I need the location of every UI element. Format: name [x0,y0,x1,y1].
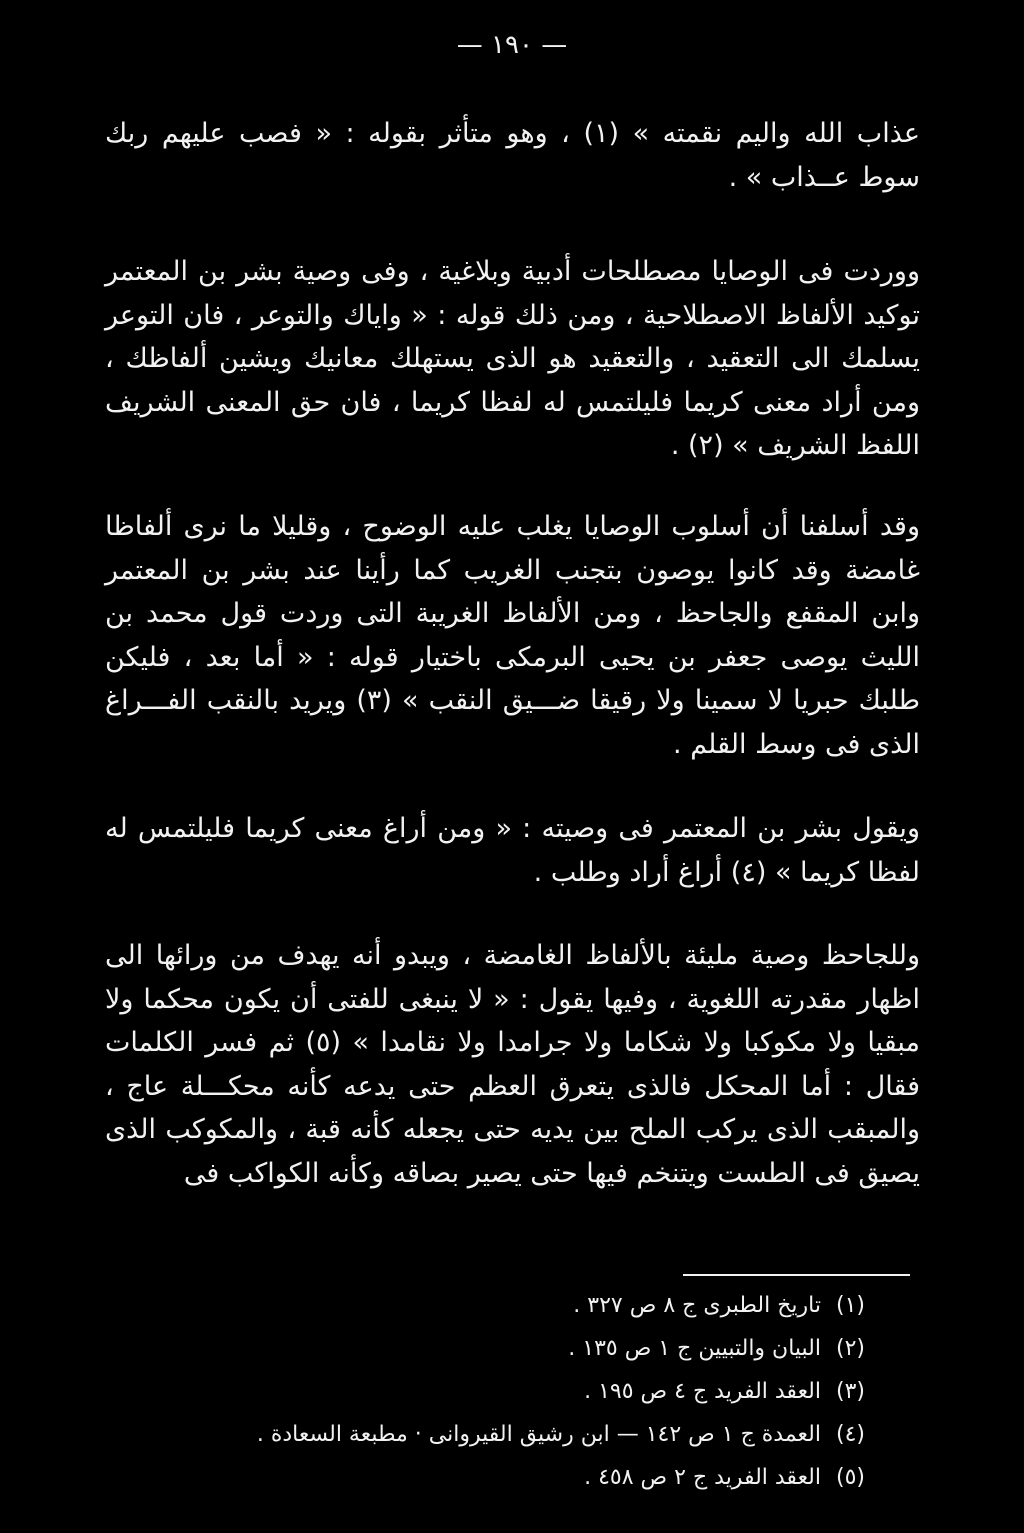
footnote-number: (١) [835,1293,865,1318]
page-number: — ١٩٠ — [456,30,568,60]
footnote-separator [683,1274,910,1276]
paragraph-5 [105,934,920,1195]
footnote-text: البيان والتبيين ج ١ ص ١٣٥ . [568,1336,821,1361]
paragraph-text: ويقول بشر بن المعتمر فى وصيته : « ومن أراغ معنى كريما فليلتمس له لفظا كريما » (٤) أراغ أراد وطلب . [105,813,920,888]
footnote-number: (٤) [835,1422,865,1447]
footnote-text: تاريخ الطبرى ج ٨ ص ٣٢٧ . [573,1293,821,1318]
footnote-text: العمدة ج ١ ص ١٤٢ — ابن رشيق القيروانى · مطبعة السعادة . [256,1422,821,1447]
paragraph-text: وللجاحظ وصية مليئة بالألفاظ الغامضة ، ويبدو أنه يهدف من ورائها الى اظهار مقدرته اللغوية ، وفيها يقول : « لا ينبغى للفتى أن يكون محكما ولا مبقيا ولا مكوكبا ولا شكاما ولا جرامدا ولا نقامدا » (٥) ثم فسر الكلمات فقال : أما المحكل فالذى يتعرق العظم حتى يدعه كأنه محكـــلة عاج ، والمبقب الذى يركب الملح بين يديه حتى يجعله كأنه قبة ، والمكوكب الذى يصيق فى الطست ويتنخم فيها حتى يصير بصاقه وكأنه الكواكب فى [105,940,920,1189]
footnote-number: (٥) [835,1465,865,1490]
footnote-item [130,1379,865,1422]
footnote-item [130,1465,865,1508]
paragraph-1 [105,112,920,199]
footnote-item [130,1293,865,1336]
paragraph-text: ووردت فى الوصايا مصطلحات أدبية وبلاغية ، وفى وصية بشر بن المعتمر توكيد الألفاظ الاصطلاحية ، ومن ذلك قوله : « واياك والتوعر ، فان التوعر يسلمك الى التعقيد ، والتعقيد هو الذى يستهلك معانيك ويشين ألفاظك ، ومن أراد معنى كريما فليلتمس له لفظا كريما ، فان حق المعنى الشريف اللفظ الشريف » (٢) . [105,256,920,461]
paragraph-2 [105,250,920,468]
footnote-number: (٣) [835,1379,865,1404]
paragraph-3 [105,505,920,766]
footnotes [130,1293,865,1508]
footnote-text: العقد الفريد ج ٢ ص ٤٥٨ . [584,1465,821,1490]
paragraph-text: عذاب الله واليم نقمته » (١) ، وهو متأثر بقوله : « فصب عليهم ربك سوط عــذاب » . [105,118,920,193]
paragraph-4 [105,807,920,894]
footnote-number: (٢) [835,1336,865,1361]
footnote-text: العقد الفريد ج ٤ ص ١٩٥ . [584,1379,821,1404]
footnote-item [130,1422,865,1465]
footnote-item [130,1336,865,1379]
paragraph-text: وقد أسلفنا أن أسلوب الوصايا يغلب عليه الوضوح ، وقليلا ما نرى ألفاظا غامضة وقد كانوا يوصون بتجنب الغريب كما رأينا عند بشر بن المعتمر وابن المقفع والجاحظ ، ومن الألفاظ الغريبة التى وردت قول محمد بن الليث يوصى جعفر بن يحيى البرمكى باختيار قوله : « أما بعد ، فليكن طلبك حبريا لا سمينا ولا رقيقا ضـــيق النقب » (٣) ويريد بالنقب الفـــراغ الذى فى وسط القلم . [105,511,920,760]
